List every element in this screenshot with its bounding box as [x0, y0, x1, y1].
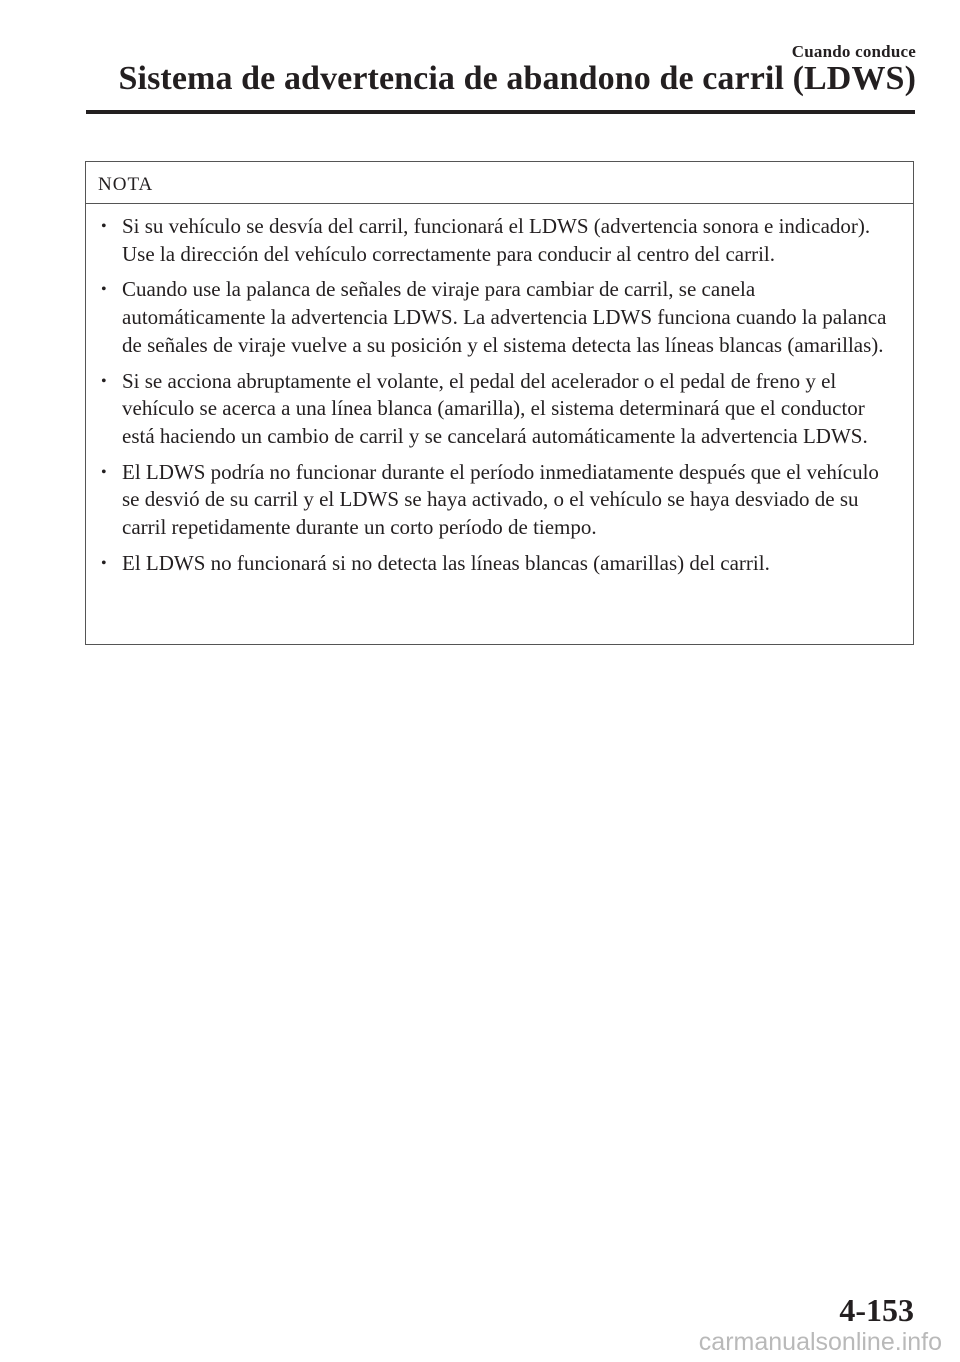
note-item	[101, 459, 899, 542]
note-item	[101, 213, 899, 268]
bullet-icon: •	[101, 372, 107, 390]
page-number: 4-153	[839, 1292, 914, 1328]
watermark: carmanualsonline.info	[698, 1328, 942, 1356]
bullet-icon: •	[101, 554, 107, 572]
note-item-text: El LDWS no funcionará si no detecta las líneas blancas (amarillas) del carril.	[122, 550, 770, 575]
note-heading: NOTA	[86, 162, 913, 204]
note-item-text: Cuando use la palanca de señales de viraje para cambiar de carril, se canela automáticamente la advertencia LDWS. La advertencia LDWS funciona cuando la palanca de señales de viraje vuelve a su posición y el sistema detecta las líneas blancas (amarillas).	[122, 277, 887, 357]
bullet-icon: •	[101, 218, 107, 235]
section-label: Cuando conduce	[791, 42, 916, 61]
note-item	[101, 368, 899, 451]
note-item	[101, 276, 899, 359]
note-box	[85, 161, 914, 645]
header-rule	[86, 110, 915, 114]
page-title: Sistema de advertencia de abandono de carril (LDWS)	[118, 60, 916, 97]
note-item	[101, 550, 899, 578]
bullet-icon: •	[101, 463, 107, 481]
note-item-text: Si se acciona abruptamente el volante, el pedal del acelerador o el pedal de freno y el vehículo se acerca a una línea blanca (amarilla), el sistema determinará que el conductor está haciendo un cambio de carril y se cancelará automáticamente la advertencia LDWS.	[122, 368, 868, 448]
note-list	[86, 204, 913, 577]
bullet-icon: •	[101, 281, 107, 299]
note-item-text: El LDWS podría no funcionar durante el período inmediatamente después que el vehículo se desvió de su carril y el LDWS se haya activado, o el vehículo se haya desviado de su carril repetidamente durante un corto período de tiempo.	[122, 459, 879, 540]
note-item-text: Si su vehículo se desvía del carril, funcionará el LDWS (advertencia sonora e indicador). Use la dirección del vehículo correctamente para conducir al centro del carril.	[122, 214, 871, 266]
